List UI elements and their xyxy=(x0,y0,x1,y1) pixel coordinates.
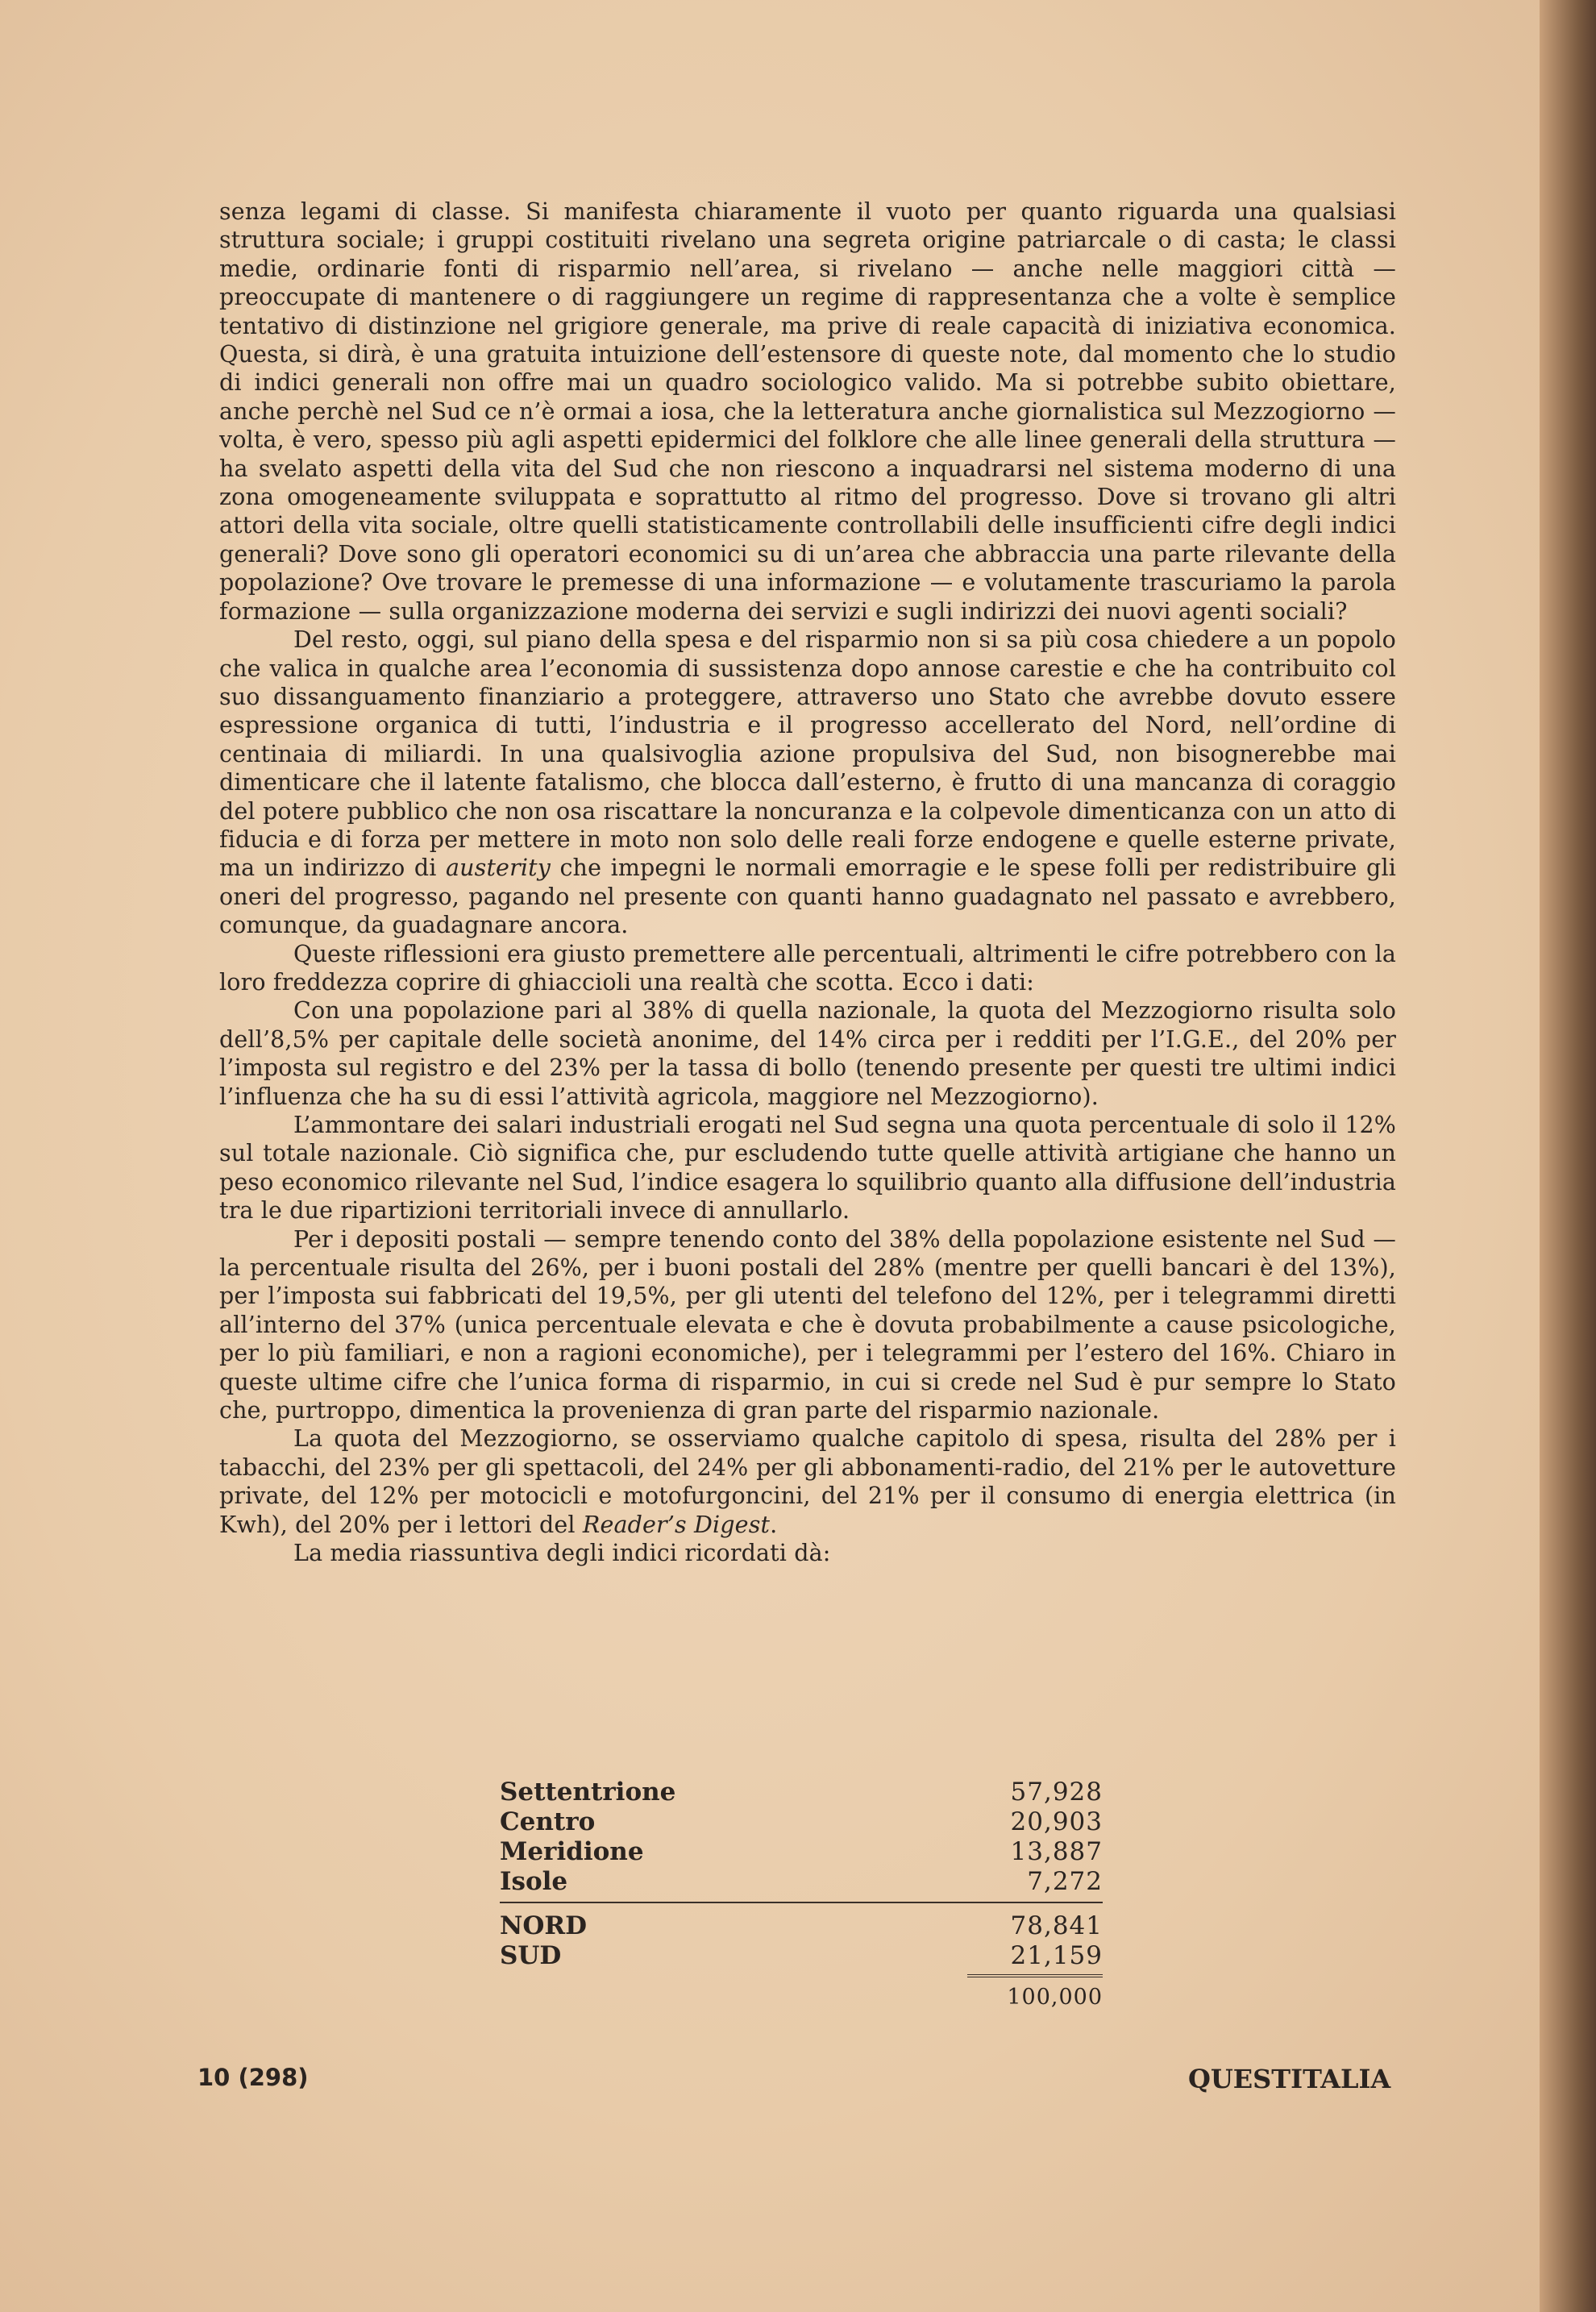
paragraph-4: Con una popolazione pari al 38% di quella nazionale, la quota del Mezzogiorno risulta solo dell’8,5% per capitale delle società anonime, del 14% circa per i redditi per l’I.G.E., del 20% per l’imposta sul registro e del 23% per la tassa di bollo (tenendo presente per questi tre ultimi indici l’influenza che ha su di essi l’attività agricola, maggiore nel Mezzogiorno). xyxy=(219,997,1396,1110)
page-number: 10 (298) xyxy=(197,2064,309,2091)
paragraph-6: Per i depositi postali — sempre tenendo conto del 38% della popolazione esistente nel Sud — la percentuale risulta del 26%, per i buoni postali del 28% (mentre per quelli bancari è del 13%), per l’imposta sui fabbricati del 19,5%, per gli utenti del telefono del 12%, per i telegrammi diretti all’interno del 37% (unica percentuale elevata e che è dovuta probabilmente a cause psicologiche, per lo più familiari, e non a ragioni economiche), per i telegrammi per l’estero del 16%. Chiaro in queste ultime cifre che l’unica forma di risparmio, in cui si crede nel Sud è pur sempre lo Stato che, purtroppo, dimentica la provenienza di gran parte del risparmio nazionale. xyxy=(219,1225,1396,1424)
table-divider xyxy=(500,1902,1103,1903)
paragraph-5: L’ammontare dei salari industriali erogati nel Sud segna una quota percentuale di solo il 12% sul totale nazionale. Ciò significa che, pur escludendo tutte quelle attività artigiane che hanno un peso economico rilevante nel Sud, l’indice esagera lo squilibrio quanto alla diffusione dell’industria tra le due ripartizioni territoriali invece di annullarlo. xyxy=(219,1112,1396,1225)
table-row xyxy=(500,1867,1103,1897)
region-label: Settentrione xyxy=(500,1778,676,1807)
macro-region-label: SUD xyxy=(500,1941,562,1970)
macro-region-value: 78,841 xyxy=(1010,1911,1103,1940)
region-value: 7,272 xyxy=(1027,1867,1103,1896)
region-value: 20,903 xyxy=(1010,1807,1103,1836)
book-spine-shadow xyxy=(1540,0,1596,2312)
grand-total: 100,000 xyxy=(1007,1985,1103,2010)
region-value: 13,887 xyxy=(1010,1837,1103,1866)
region-value: 57,928 xyxy=(1010,1778,1103,1807)
austerity-term: austerity xyxy=(446,855,551,882)
region-label: Meridione xyxy=(500,1837,644,1866)
table-row-total xyxy=(500,1941,1103,1971)
table-row xyxy=(500,1778,1103,1807)
paragraph-3: Queste riflessioni era giusto premettere alle percentuali, altrimenti le cifre potrebbero con la loro freddezza coprire di ghiaccioli una realtà che scotta. Ecco i dati: xyxy=(219,940,1396,996)
paragraph-8: La media riassuntiva degli indici ricordati dà: xyxy=(293,1540,831,1567)
paragraph-7-tail: . xyxy=(770,1511,778,1538)
region-label: Centro xyxy=(500,1807,596,1836)
article-body xyxy=(219,198,1396,1568)
macro-region-value: 21,159 xyxy=(1010,1941,1103,1970)
paragraph-7-text: La quota del Mezzogiorno, se osserviamo qualche capitolo di spesa, risulta del 28% per i tabacchi, del 23% per gli spettacoli, del 24% per gli abbonamenti-radio, del 21% per le autovetture private, del 12% per motocicli e motofurgoncini, del 21% per il consumo di energia elettrica (in Kwh), del 20% per i lettori del xyxy=(219,1425,1396,1538)
paragraph-2-text: Del resto, oggi, sul piano della spesa e del risparmio non si sa più cosa chiedere a un popolo che valica in qualche area l’economia di sussistenza dopo annose carestie e che ha contribuito col suo dissanguamento finanziario a proteggere, attraverso uno Stato che avrebbe dovuto essere espressione organica di tutti, l’industria e il progresso accellerato del Nord, nell’ordine di centinaia di miliardi. In una qualsivoglia azione propulsiva del Sud, non bisognerebbe mai dimenticare che il latente fatalismo, che blocca dall’esterno, è frutto di una mancanza di coraggio del potere pubblico che non osa riscattare la noncuranza e la colpevole dimenticanza con un atto di fiducia e di forza per mettere in moto non solo delle reali forze endogene e quelle esterne private, ma un indirizzo di xyxy=(219,626,1396,882)
readers-digest-title: Reader’s Digest xyxy=(582,1511,771,1538)
double-rule xyxy=(967,1974,1103,1977)
paragraph-7 xyxy=(219,1424,1396,1539)
macro-region-label: NORD xyxy=(500,1911,587,1940)
table-row-total xyxy=(500,1911,1103,1941)
index-summary-table xyxy=(500,1778,1103,2012)
paragraph-2 xyxy=(219,626,1396,939)
region-label: Isole xyxy=(500,1867,568,1896)
paragraph-1: senza legami di classe. Si manifesta chiaramente il vuoto per quanto riguarda una qualsiasi struttura sociale; i gruppi costituiti rivelano una segreta origine patriarcale o di casta; le classi medie, ordinarie fonti di risparmio nell’area, si rivelano — anche nelle maggiori città — preoccupate di mantenere o di raggiungere un regime di rappresentanza che a volte è semplice tentativo di distinzione nel grigiore generale, ma prive di reale capacità di iniziativa economica. Questa, si dirà, è una gratuita intuizione dell’estensore di queste note, dal momento che lo studio di indici generali non offre mai un quadro sociologico valido. Ma si potrebbe subito obiettare, anche perchè nel Sud ce n’è ormai a iosa, che la letteratura anche giornalistica sul Mezzogiorno — volta, è vero, spesso più agli aspetti epidermici del folklore che alle linee generali della struttura — ha svelato aspetti della vita del Sud che non riescono a inquadrarsi nel sistema moderno di una zona omogeneamente sviluppata e soprattutto al ritmo del progresso. Dove si trovano gli altri attori della vita sociale, oltre quelli statisticamente controllabili delle insufficienti cifre degli indici generali? Dove sono gli operatori economici su di un’area che abbraccia una parte rilevante della popolazione? Ove trovare le premesse di una informazione — e volutamente trascuriamo la parola formazione — sulla organizzazione moderna dei servizi e sugli indirizzi dei nuovi agenti sociali? xyxy=(219,198,1396,625)
paragraph-2-tail: che impegni le normali emorragie e le spese folli per redistribuire gli oneri del progresso, pagando nel presente con quanti hanno guadagnato nel passato e avrebbero, comunque, da guadagnare ancora. xyxy=(219,855,1396,939)
table-row xyxy=(500,1807,1103,1837)
table-row xyxy=(500,1837,1103,1867)
magazine-name: QUESTITALIA xyxy=(1188,2064,1391,2094)
